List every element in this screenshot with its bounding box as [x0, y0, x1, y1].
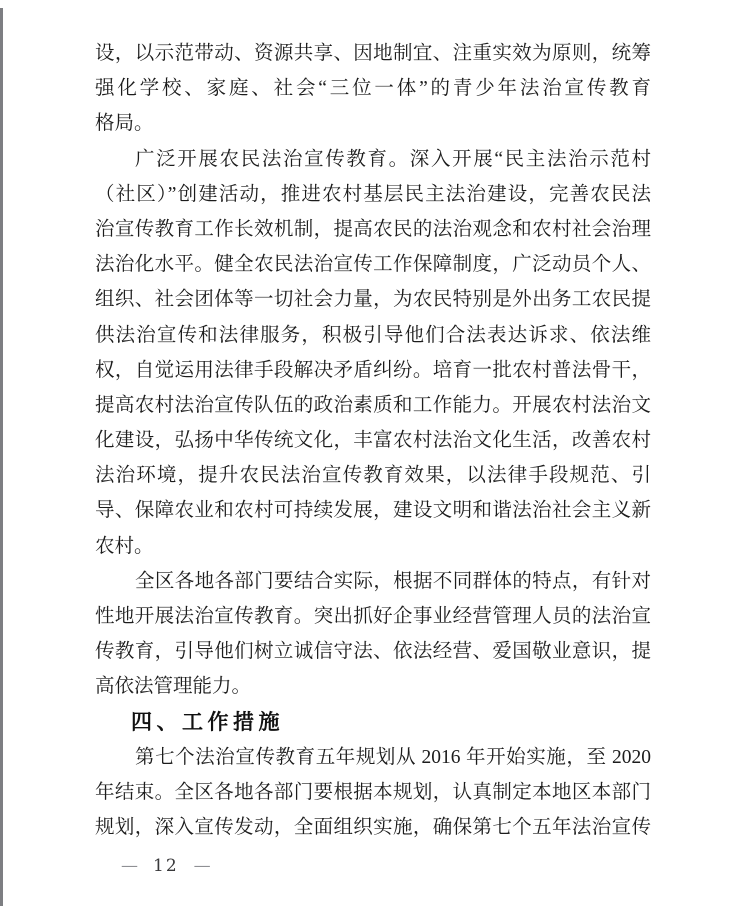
- text-line: 传教育，引导他们树立诚信守法、依法经营、爱国敬业意识，提: [95, 641, 651, 663]
- page-footer: [121, 853, 211, 879]
- text-line: 高依法管理能力。: [95, 676, 252, 698]
- text-line: 组织、社会团体等一切社会力量，为农民特别是外出务工农民提: [95, 289, 651, 311]
- text-line: 法治环境，提升农民法治宣传教育效果，以法律手段规范、引: [95, 465, 651, 487]
- text-line: 强化学校、家庭、社会“三位一体”的青少年法治宣传教育: [95, 78, 651, 100]
- text-line: 设，以示范带动、资源共享、因地制宜、注重实效为原则，统筹: [95, 43, 651, 64]
- text-line: 规划，深入宣传发动，全面组织实施，确保第七个五年法治宣传: [95, 817, 651, 839]
- text-line: 法治化水平。健全农民法治宣传工作保障制度，广泛动员个人、: [95, 254, 651, 276]
- text-line: 供法治宣传和法律服务，积极引导他们合法表达诉求、依法维: [95, 324, 651, 346]
- text-line: （社区）”创建活动，推进农村基层民主法治建设，完善农民法: [95, 183, 651, 205]
- text-line: 性地开展法治宣传教育。突出抓好企事业经营管理人员的法治宣: [95, 606, 651, 627]
- text-line: 农村。: [95, 535, 154, 557]
- document-body: [95, 36, 651, 845]
- text-line: 格局。: [95, 113, 154, 135]
- text-line: 化建设，弘扬中华传统文化，丰富农村法治文化生活，改善农村: [95, 430, 651, 452]
- text-line: 权，自觉运用法律手段解决矛盾纠纷。培育一批农村普法骨干，: [95, 359, 651, 381]
- text-line: 第七个法治宣传教育五年规划从 2016 年开始实施，至 2020: [135, 746, 651, 768]
- text-line: 广泛开展农民法治宣传教育。深入开展“民主法治示范村: [135, 148, 651, 170]
- page-number-dash-left: —: [121, 856, 138, 876]
- text-line: 全区各地各部门要结合实际，根据不同群体的特点，有针对: [135, 570, 651, 592]
- section-heading: 四、工作措施: [131, 710, 284, 734]
- page-number: 12: [153, 856, 179, 876]
- scan-edge-line: [0, 8, 3, 906]
- text-line: 提高农村法治宣传队伍的政治素质和工作能力。开展农村法治文: [95, 394, 651, 416]
- text-line: 导、保障农业和农村可持续发展，建设文明和谐法治社会主义新: [95, 500, 651, 522]
- page-number-dash-right: —: [193, 856, 211, 876]
- text-line: 治宣传教育工作长效机制，提高农民的法治观念和农村社会治理: [95, 218, 651, 240]
- text-line: 年结束。全区各地各部门要根据本规划，认真制定本地区本部门: [95, 781, 651, 803]
